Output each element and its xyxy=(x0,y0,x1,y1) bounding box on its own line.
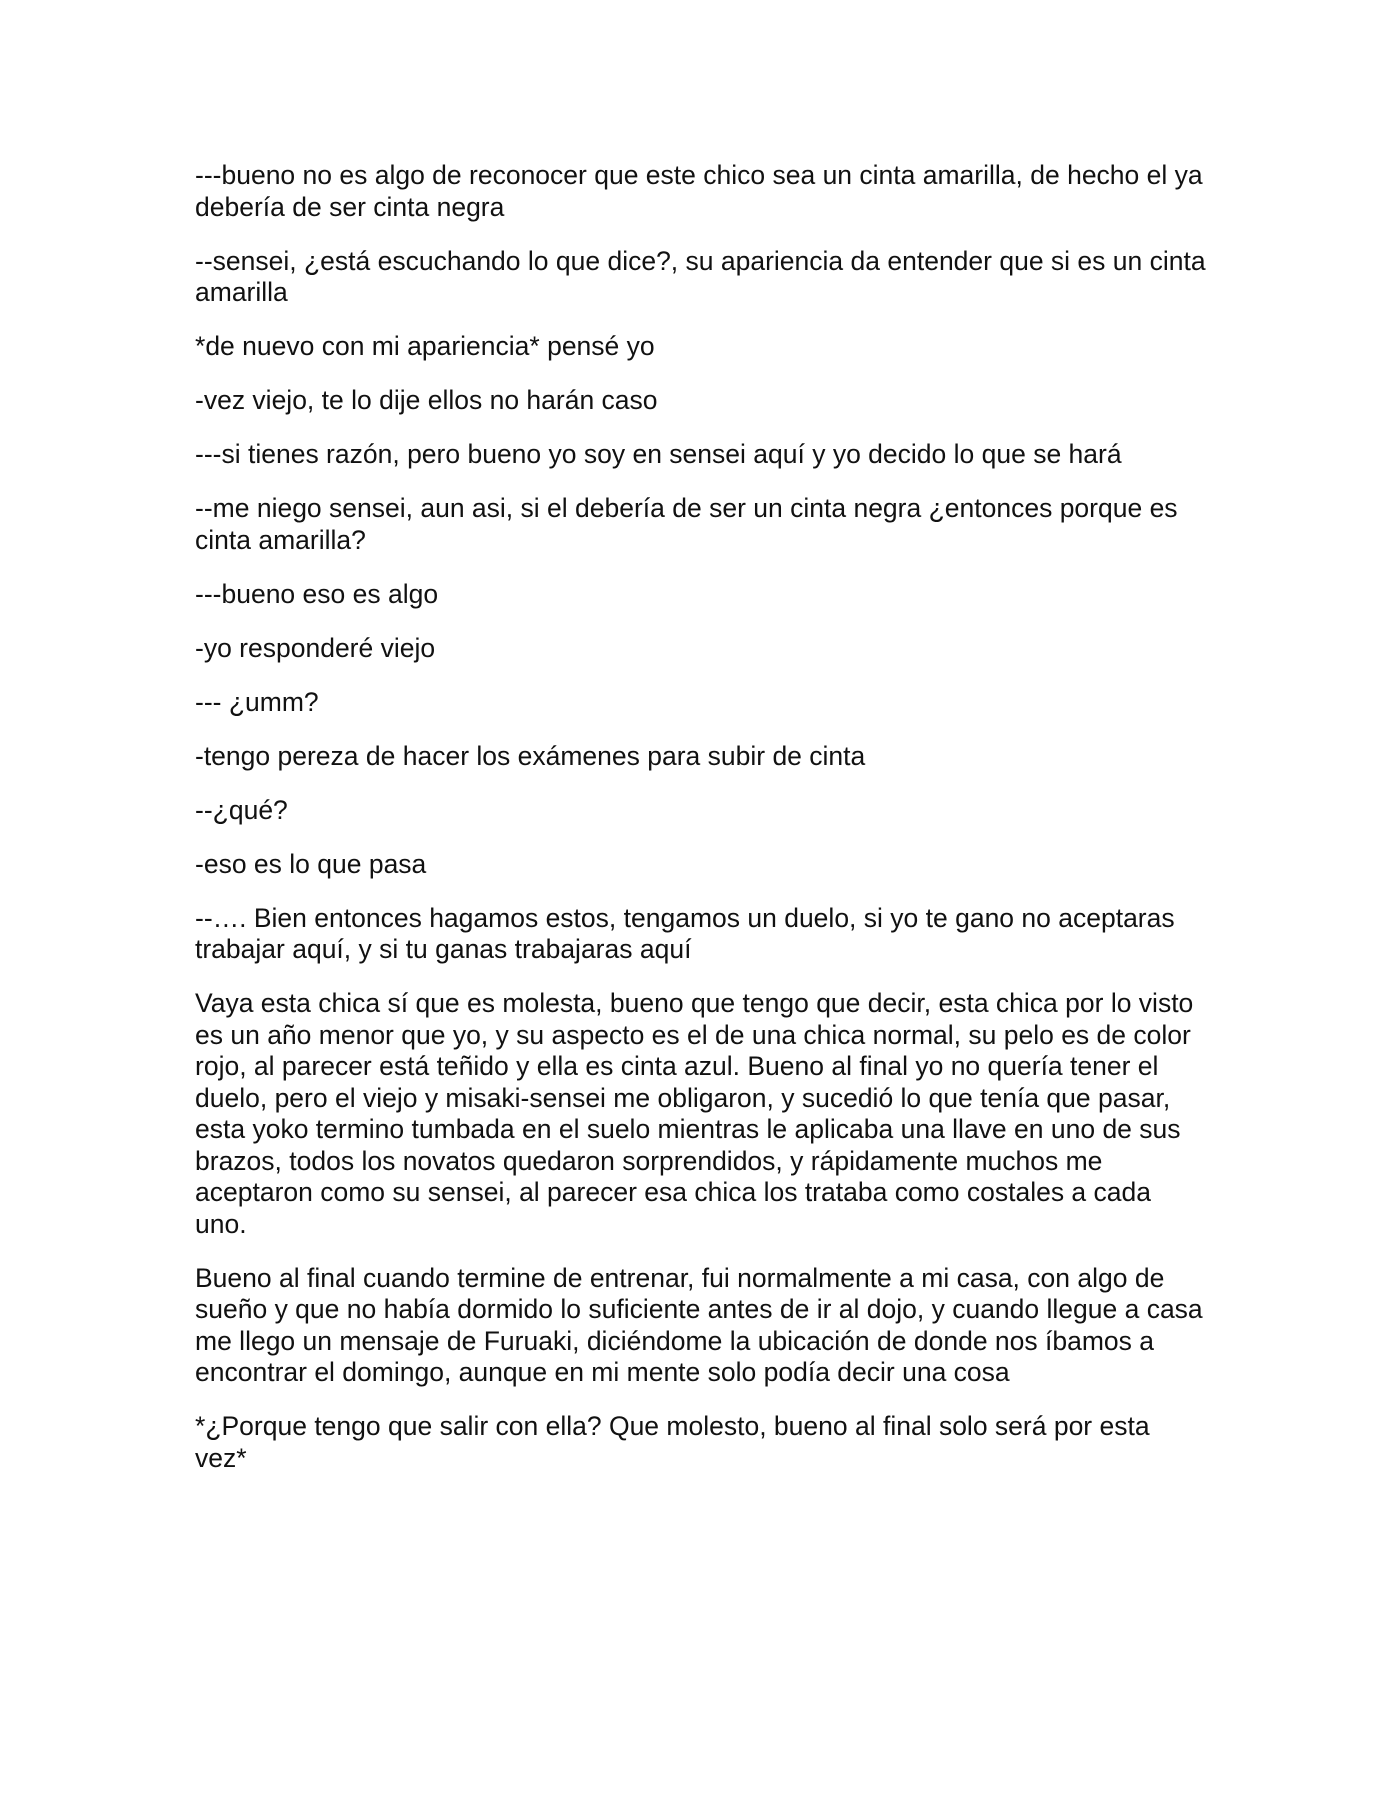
dialogue-line: -vez viejo, te lo dije ellos no harán caso xyxy=(195,385,658,415)
narration-paragraph: Vaya esta chica sí que es molesta, bueno que tengo que decir, esta chica por lo visto es un año menor que yo, y su aspecto es el de una chica normal, su pelo es de color rojo, al parecer está teñido y ella es cinta azul. Bueno al final yo no quería tener el duelo, pero el viejo y misaki-sensei me obligaron, y sucedió lo que tenía que pasar, esta yoko termino tumbada en el suelo mientras le aplicaba una llave en uno de sus brazos, todos los novatos quedaron sorprendidos, y rápidamente muchos me aceptaron como su sensei, al parecer esa chica los trataba como costales a cada uno. xyxy=(195,988,1194,1239)
document-body xyxy=(195,160,1207,1497)
dialogue-line: --¿qué? xyxy=(195,794,288,825)
dialogue-line: -yo responderé viejo xyxy=(195,632,436,663)
dialogue-line: ---bueno no es algo de reconocer que este chico sea un cinta amarilla, de hecho el ya debería de ser cinta negra xyxy=(195,160,1203,222)
dialogue-line: -eso es lo que pasa xyxy=(195,848,427,879)
dialogue-line: --me niego sensei, aun asi, si el debería de ser un cinta negra ¿entonces porque es cinta amarilla? xyxy=(195,493,1178,555)
dialogue-line: -tengo pereza de hacer los exámenes para subir de cinta xyxy=(195,740,866,771)
dialogue-line: ---bueno eso es algo xyxy=(195,578,439,609)
dialogue-line: --…. Bien entonces hagamos estos, tengamos un duelo, si yo te gano no aceptaras trabajar aquí, y si tu ganas trabajaras aquí xyxy=(195,902,1175,964)
narration-paragraph: Bueno al final cuando termine de entrenar, fui normalmente a mi casa, con algo de sueño y que no había dormido lo suficiente antes de ir al dojo, y cuando llegue a casa me llego un mensaje de Furuaki, diciéndome la ubicación de donde nos íbamos a encontrar el domingo, aunque en mi mente solo podía decir una cosa xyxy=(195,1262,1203,1387)
dialogue-line: --sensei, ¿está escuchando lo que dice?, su apariencia da entender que si es un cinta amarilla xyxy=(195,245,1206,307)
dialogue-line: ---si tienes razón, pero bueno yo soy en sensei aquí y yo decido lo que se hará xyxy=(195,439,1122,469)
dialogue-line: --- ¿umm? xyxy=(195,686,319,717)
thought-line: *de nuevo con mi apariencia* pensé yo xyxy=(195,331,655,361)
thought-line: *¿Porque tengo que salir con ella? Que molesto, bueno al final solo será por esta vez* xyxy=(195,1411,1150,1473)
